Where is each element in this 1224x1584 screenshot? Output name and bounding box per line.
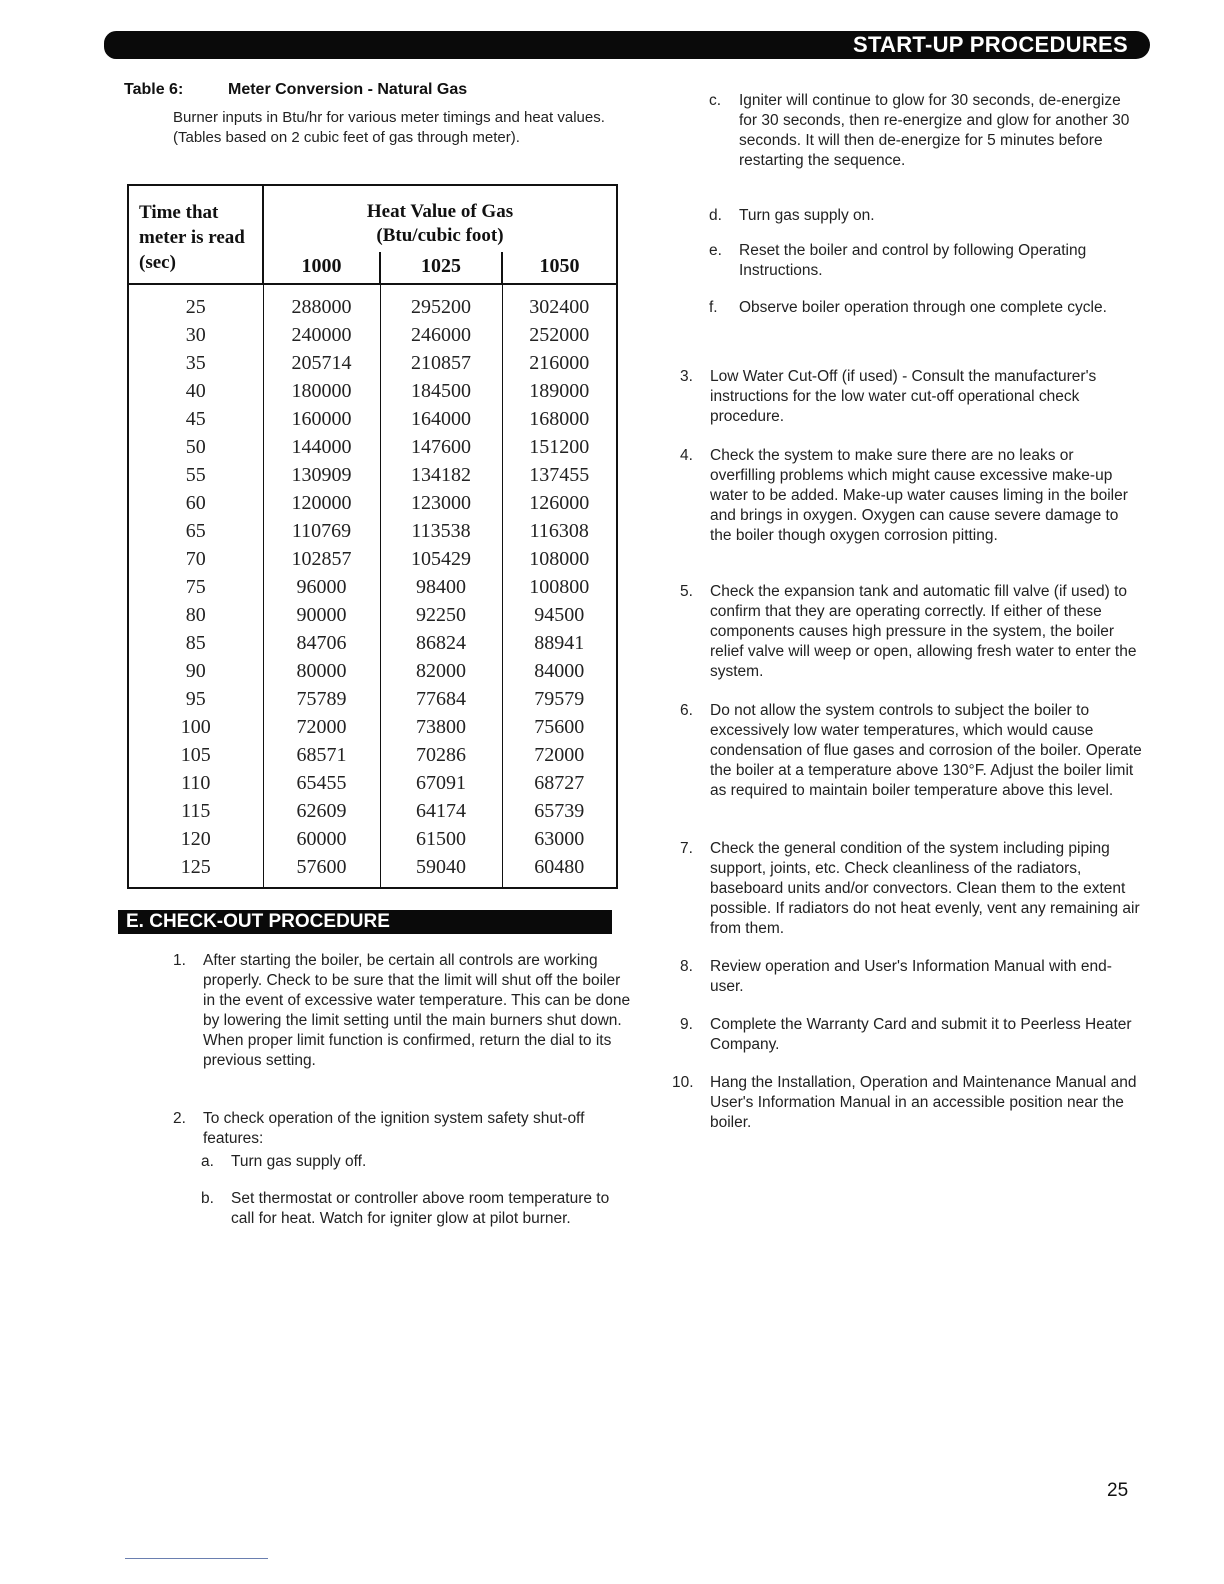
item-text: After starting the boiler, be certain all controls are working properly. Check to be sure that the limit will shut off the boiler in the event of excessive water temperature. This can be done by lowering the limit setting until the main burners shut down. When proper limit function is confirmed, return the dial to its previous setting. [203,952,631,1069]
btu-cell: 94500 [502,601,617,629]
table-row [128,321,617,349]
time-cell: 75 [128,573,263,601]
time-cell: 60 [128,489,263,517]
btu-cell: 59040 [380,853,502,888]
table-row [128,461,617,489]
table-name: Meter Conversion - Natural Gas [228,81,468,98]
btu-cell: 123000 [380,489,502,517]
item-text: Hang the Installation, Operation and Maintenance Manual and User's Information Manual in an accessible position near the boiler. [710,1074,1137,1131]
item-number: b. [201,1190,214,1207]
item-number: 3. [680,368,693,385]
table-title [124,81,468,99]
list-item [680,701,1150,801]
time-cell: 100 [128,713,263,741]
btu-cell: 168000 [502,405,617,433]
item-number: 7. [680,840,693,857]
time-cell: 80 [128,601,263,629]
btu-cell: 84706 [263,629,380,657]
item-number: 9. [680,1016,693,1033]
btu-cell: 98400 [380,573,502,601]
item-number: f. [709,299,718,316]
btu-cell: 90000 [263,601,380,629]
table-row [128,489,617,517]
item-text: Do not allow the system controls to subject the boiler to excessively low water temperatures, which would cause condensation of flue gases and corrosion of the boiler. Operate the boiler at a temperature above 130°F. Adjust the boiler limit as required to maintain boiler temperature above this level. [710,702,1142,799]
btu-cell: 82000 [380,657,502,685]
table-row [128,769,617,797]
item-number: c. [709,92,722,109]
btu-cell: 102857 [263,545,380,573]
btu-cell: 184500 [380,377,502,405]
btu-cell: 302400 [502,284,617,321]
list-item [680,839,1140,939]
btu-cell: 92250 [380,601,502,629]
time-cell: 25 [128,284,263,321]
heat-value-line1: Heat Value of Gas [366,201,514,223]
item-number: 10. [672,1074,694,1091]
table-caption: Burner inputs in Btu/hr for various meter timings and heat values. (Tables based on 2 cubic feet of gas through meter). [173,109,605,146]
btu-cell: 113538 [380,517,502,545]
table-row [128,433,617,461]
section-header-bar [104,31,1150,59]
btu-cell: 205714 [263,349,380,377]
btu-cell: 134182 [380,461,502,489]
btu-cell: 216000 [502,349,617,377]
btu-cell: 120000 [263,489,380,517]
btu-cell: 160000 [263,405,380,433]
btu-cell: 65455 [263,769,380,797]
time-cell: 40 [128,377,263,405]
table-label: Table 6: [124,81,184,98]
list-item [680,957,1140,997]
time-cell: 65 [128,517,263,545]
table-row [128,629,617,657]
btu-cell: 288000 [263,284,380,321]
item-text: Set thermostat or controller above room temperature to call for heat. Watch for igniter glow at pilot burner. [231,1190,610,1227]
item-number: d. [709,207,722,224]
item-text: Complete the Warranty Card and submit it to Peerless Heater Company. [710,1016,1132,1053]
list-item [680,446,1140,546]
list-item [709,206,1139,226]
list-item [672,1073,1148,1133]
btu-cell: 60000 [263,825,380,853]
item-number: 2. [173,1110,186,1127]
heat-value-header [263,185,617,252]
table-row [128,601,617,629]
table-row [128,853,617,888]
item-number: a. [201,1153,214,1170]
table-row [128,377,617,405]
btu-cell: 151200 [502,433,617,461]
btu-cell: 86824 [380,629,502,657]
item-text: Reset the boiler and control by following Operating Instructions. [739,242,1087,279]
btu-cell: 105429 [380,545,502,573]
btu-cell: 72000 [263,713,380,741]
btu-cell: 164000 [380,405,502,433]
time-cell: 45 [128,405,263,433]
btu-cell: 180000 [263,377,380,405]
btu-cell: 68571 [263,741,380,769]
item-number: 1. [173,952,186,969]
btu-cell: 126000 [502,489,617,517]
item-text: Review operation and User's Information Manual with end-user. [710,958,1112,995]
btu-cell: 64174 [380,797,502,825]
btu-cell: 295200 [380,284,502,321]
checkout-heading-text: E. CHECK-OUT PROCEDURE [126,911,390,932]
item-text: Turn gas supply on. [739,207,875,224]
time-cell: 50 [128,433,263,461]
item-text: Observe boiler operation through one complete cycle. [739,299,1107,316]
item-text: Low Water Cut-Off (if used) - Consult the manufacturer's instructions for the low water cut-off operational check procedure. [710,368,1097,425]
table-row [128,573,617,601]
btu-cell: 246000 [380,321,502,349]
table-row [128,825,617,853]
btu-cell: 79579 [502,685,617,713]
time-cell: 125 [128,853,263,888]
time-cell: 90 [128,657,263,685]
btu-cell: 68727 [502,769,617,797]
table-row [128,741,617,769]
btu-cell: 96000 [263,573,380,601]
item-number: 8. [680,958,693,975]
btu-cell: 62609 [263,797,380,825]
btu-cell: 84000 [502,657,617,685]
col-header-1050: 1050 [502,252,617,284]
btu-cell: 65739 [502,797,617,825]
btu-cell: 252000 [502,321,617,349]
btu-cell: 130909 [263,461,380,489]
list-item [201,1189,631,1229]
item-text: Check the system to make sure there are no leaks or overfilling problems which might cause excessive make-up water to be added. Make-up water causes liming in the boiler and brings in oxygen. Oxygen can cause severe damage to the boiler though oxygen corrosion pitting. [710,447,1128,544]
col-header-time: Time that meter is read (sec) [128,185,263,284]
item-number: 4. [680,447,693,464]
btu-cell: 88941 [502,629,617,657]
time-cell: 110 [128,769,263,797]
time-cell: 105 [128,741,263,769]
item-number: 5. [680,583,693,600]
list-item [709,91,1139,171]
btu-cell: 75600 [502,713,617,741]
btu-cell: 73800 [380,713,502,741]
btu-cell: 116308 [502,517,617,545]
item-text: Check the expansion tank and automatic fill valve (if used) to confirm that they are operating correctly. If either of these components causes high pressure in the system, the boiler relief valve will weep or open, allowing fresh water to enter the system. [710,583,1137,680]
btu-cell: 137455 [502,461,617,489]
page-number: 25 [1107,1480,1129,1501]
time-cell: 95 [128,685,263,713]
btu-cell: 144000 [263,433,380,461]
table-row [128,713,617,741]
list-item [680,1015,1140,1055]
table-row [128,545,617,573]
btu-cell: 189000 [502,377,617,405]
time-cell: 55 [128,461,263,489]
time-cell: 115 [128,797,263,825]
list-item [709,298,1139,318]
heat-value-line2: (Btu/cubic foot) [376,225,504,247]
btu-cell: 60480 [502,853,617,888]
table-row [128,685,617,713]
list-item [173,951,633,1071]
btu-cell: 108000 [502,545,617,573]
time-cell: 70 [128,545,263,573]
list-item [709,241,1139,281]
item-text: Check the general condition of the system including piping support, joints, etc. Check cleanliness of the radiators, baseboard units and/or convectors. Clean them to the extent possible. If radiators do not heat evenly, vent any remaining air from them. [710,840,1140,937]
btu-cell: 77684 [380,685,502,713]
time-cell: 35 [128,349,263,377]
btu-cell: 63000 [502,825,617,853]
table-row [128,349,617,377]
btu-cell: 80000 [263,657,380,685]
meter-conversion-table [127,184,618,889]
col-header-1000: 1000 [263,252,380,284]
col-header-1025: 1025 [380,252,502,284]
item-text: Turn gas supply off. [231,1153,367,1170]
time-cell: 85 [128,629,263,657]
section-title: START-UP PROCEDURES [852,32,1128,57]
table-row [128,284,617,321]
time-cell: 30 [128,321,263,349]
footer-rule [125,1558,268,1559]
btu-cell: 57600 [263,853,380,888]
item-number: 6. [680,702,693,719]
btu-cell: 210857 [380,349,502,377]
btu-cell: 100800 [502,573,617,601]
list-item [173,1109,633,1149]
table-row [128,405,617,433]
btu-cell: 70286 [380,741,502,769]
item-text: To check operation of the ignition system safety shut-off features: [203,1110,585,1147]
btu-cell: 61500 [380,825,502,853]
table-row [128,797,617,825]
btu-cell: 67091 [380,769,502,797]
table-row [128,517,617,545]
item-number: e. [709,242,722,259]
btu-cell: 110769 [263,517,380,545]
item-text: Igniter will continue to glow for 30 seconds, de-energize for 30 seconds, then re-energize and glow for another 30 seconds. It will then de-energize for 5 minutes before restarting the sequence. [739,92,1130,169]
btu-cell: 72000 [502,741,617,769]
table-row [128,657,617,685]
btu-cell: 75789 [263,685,380,713]
list-item [201,1152,631,1172]
list-item [680,582,1140,682]
checkout-heading [118,910,612,934]
time-cell: 120 [128,825,263,853]
btu-cell: 240000 [263,321,380,349]
btu-cell: 147600 [380,433,502,461]
list-item [680,367,1140,427]
